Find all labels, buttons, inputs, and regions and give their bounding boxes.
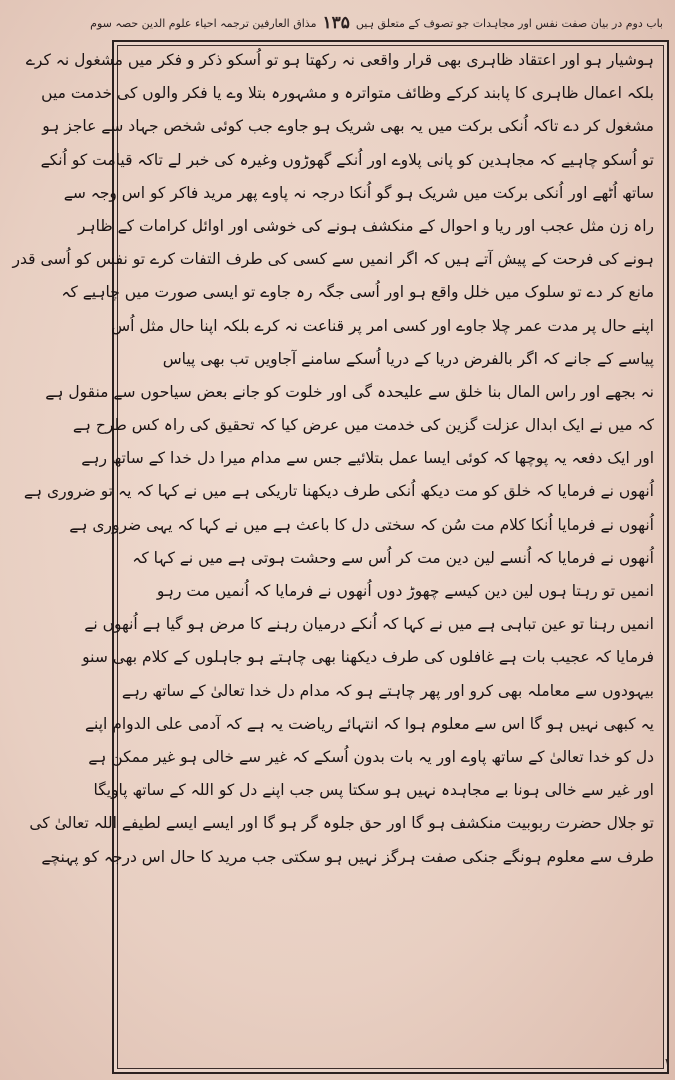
page-header [90,10,663,36]
text-line: بیہودوں سے معاملہ بھی کرو اور پھر چاہتے ہو کہ مدام دل خدا تعالیٰ کے ساتھ رہے [121,681,654,700]
header-chapter-title: باب دوم در بیان صفت نفس اور مجاہدات جو تصوف کے متعلق ہیں [355,16,663,30]
text-line: دل کو خدا تعالیٰ کے ساتھ پاوے اور یہ بات بدون اُسکے کہ غیر سے خالی ہو غیر ممکن ہے [88,747,654,766]
text-line: راہ زن مثل عجب اور ریا و احوال کے منکشف ہونے کی خوشی اور اوائل کرامات کے ظاہر [77,216,654,235]
text-line: یہ کبھی نہیں ہو گا اس سے معلوم ہوا کہ انتہائے ریاضت یہ ہے کہ آدمی علی الدوام اپنے [84,714,654,733]
text-line: فرمایا کہ عجیب بات ہے غافلوں کی طرف دیکھنا بھی چاہتے ہو جاہلوں کے کلام بھی سنو [82,648,654,667]
text-line: اور غیر سے خالی ہونا بے مجاہدہ نہیں ہو سکتا پس جب اپنے دل کو اللہ کے ساتھ پاویگا [93,781,654,800]
text-line: انمیں تو رہتا ہوں لین دین کیسے چھوڑ دوں اُنھوں نے فرمایا کہ اُنمیں مت رہو [156,582,654,600]
text-line: اُنھوں نے فرمایا اُنکا کلام مت سُن کہ سختی دل کا باعث ہے میں نے کہا کہ یہی ضروری ہے [69,515,654,534]
corner-page-number: ۱ [663,1056,671,1072]
text-line: تو جلال حضرت ربوبیت منکشف ہو گا اور حق جلوہ گر ہو گا اور ایسے ایسے لطیفے اللہ تعالیٰ کی [29,814,654,833]
text-line: مانع کر دے تو سلوک میں خلل واقع ہو اور اُسی جگہ رہ جاوے تو ایسی صورت میں چاہیے کہ [61,283,654,302]
header-page-number: ۱۳۵ [322,13,350,33]
text-line: طرف سے معلوم ہونگے جنکی صفت ہرگز نہیں ہو سکتی جب مرید کا حال اس درجہ کو پہنچے [41,847,654,866]
text-line: ہونے کی فرحت کے پیش آتے ہیں کہ اگر انمیں سے کسی کی طرف التفات کرے تو نفس کو اُسی قدر [12,250,654,269]
text-line: اُنھوں نے فرمایا کہ خلق کو مت دیکھ اُنکی طرف دیکھنا تاریکی ہے میں نے کہا کہ یہ تو ضروری ہے [23,482,654,501]
text-line: تو اُسکو چاہیے کہ مجاہدین کو پانی پلاوے اور اُنکے گھوڑوں وغیرہ کی خبر لے تاکہ قیامت کو اُنکے [40,150,654,169]
text-line: نہ بجھے اور راس المال بنا خلق سے علیحدہ گی اور خلوت کو جانے بعض سیاحوں سے منقول ہے [45,382,654,401]
text-line: اُنھوں نے فرمایا کہ اُنسے لین دین مت کر اُس سے وحشت ہوتی ہے میں نے کہا کہ [132,548,654,567]
text-line: مشغول کر دے تاکہ اُنکی برکت میں یہ بھی شریک ہو جاوے جب کوئی شخص جہاد سے عاجز ہو [42,117,654,136]
text-line: اپنے حال پر مدت عمر چلا جاوے اور کسی امر پر قناعت نہ کرے بلکہ اپنا حال مثل اُس [111,316,654,335]
text-line: کہ میں نے ایک ابدال عزلت گزین کی خدمت میں عرض کیا کہ تحقیق کی راہ کس طرح ہے [72,416,654,435]
header-book-title: مذاق العارفین ترجمہ احیاء علوم الدین حصہ سوم [90,16,317,30]
text-line: اور ایک دفعہ یہ پوچھا کہ کوئی ایسا عمل بتلائیے جس سے مدام میرا دل خدا کے ساتھ رہے [81,449,654,468]
text-line: بلکہ اعمال ظاہری کا پابند کرکے وظائف متواترہ و مشہورہ بتلا وے یا فکر والوں کی خدمت میں [41,84,654,103]
text-line: ساتھ اُٹھے اور اُنکی برکت میں شریک ہو گو اُنکا درجہ نہ پاوے پھر مرید فاکر کو اس وجہ سے [63,183,654,202]
body-text [12,44,654,1064]
text-line: پیاسے کے جانے کہ اگر بالفرض دریا کے دریا اُسکے سامنے آجاویں تب بھی پیاس [162,349,654,368]
text-line: انمیں رہنا تو عین تباہی ہے میں نے کہا کہ اُنکے درمیان رہنے کا مرض ہو گیا ہے اُنھوں نے [84,615,654,634]
text-line: ہوشیار ہو اور اعتقاد ظاہری بھی قرار واقعی نہ رکھتا ہو تو اُسکو ذکر و فکر میں مشغول نہ کرے [25,51,654,69]
